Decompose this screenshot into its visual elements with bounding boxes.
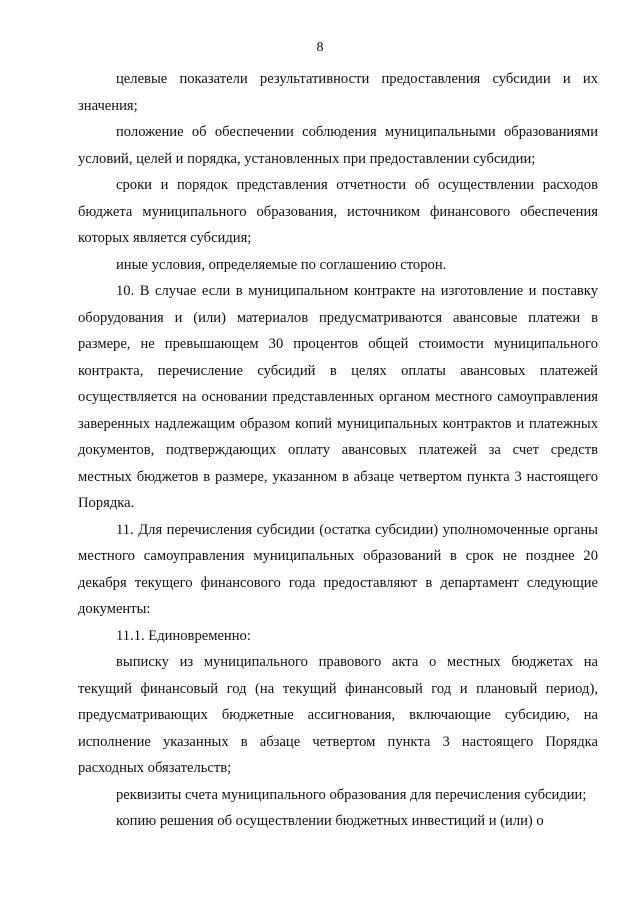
paragraph-item-11: 11. Для перечисления субсидии (остатка субсидии) уполномоченные органы местного самоуправления муниципальных образований в срок не позднее 20 декабря текущего финансового года предоставляют в департамент следующие документы: xyxy=(78,521,598,617)
paragraph-item-10: 10. В случае если в муниципальном контракте на изготовление и поставку оборудования и (или) материалов предусматриваются авансовые платежи в размере, не превышающем 30 процентов общей стоимости муниципального контракта, перечисление субсидий в целях оплаты авансовых платежей осуществляется на основании представленных органом местного самоуправления заверенных надлежащим образом копий муниципальных контрактов и платежных документов, подтверждающих оплату авансовых платежей за счет средств местных бюджетов в размере, указанном в абзаце четвертом пункта 3 настоящего Порядка. xyxy=(78,283,598,511)
paragraph-reporting-terms: сроки и порядок представления отчетности об осуществлении расходов бюджета муниципального образования, источником финансового обеспечения которых является субсидия; xyxy=(78,177,598,246)
paragraph-compliance-provision: положение об обеспечении соблюдения муниципальными образованиями условий, целей и порядка, установленных при предоставлении субсидии; xyxy=(78,124,598,167)
paragraph-budget-extract: выписку из муниципального правового акта о местных бюджетах на текущий финансовый год (на текущий финансовый год и плановый период), предусматривающих бюджетные ассигнования, включающие субсидию, на исполнение указанных в абзаце четвертом пункта 3 настоящего Порядка расходных обязательств; xyxy=(78,654,598,776)
paragraph-item-11-1: 11.1. Единовременно: xyxy=(116,627,251,644)
paragraph-other-conditions: иные условия, определяемые по соглашению сторон. xyxy=(116,256,447,273)
paragraph-target-indicators: целевые показатели результативности предоставления субсидии и их значения; xyxy=(78,71,598,114)
paragraph-decision-copy: копию решения об осуществлении бюджетных инвестиций и (или) о xyxy=(116,813,544,829)
page-number: 8 xyxy=(316,40,324,55)
paragraph-account-details: реквизиты счета муниципального образования для перечисления субсидии; xyxy=(116,786,587,803)
document-body xyxy=(78,66,598,835)
